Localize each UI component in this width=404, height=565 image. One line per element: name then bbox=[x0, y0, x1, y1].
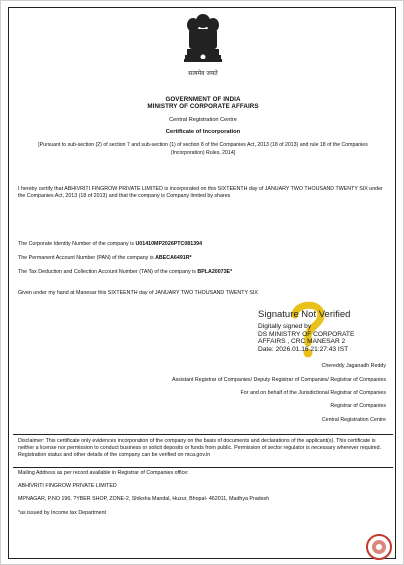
pan-line bbox=[18, 255, 390, 262]
header-ministry: MINISTRY OF CORPORATE AFFAIRS bbox=[147, 103, 259, 110]
tan-label: The Tax Deduction and Collection Account Number (TAN) of the company is bbox=[18, 269, 198, 275]
national-emblem-icon bbox=[178, 11, 228, 81]
header-centre: Central Registration Centre bbox=[169, 117, 237, 123]
seal-icon bbox=[365, 533, 393, 561]
certificate-title: Certificate of Incorporation bbox=[165, 129, 241, 135]
tan-line bbox=[18, 269, 390, 276]
sig-line-4: Date: 2026.01.16 21:27:43 IST bbox=[258, 345, 349, 353]
sig-line-3: AFFAIRS , CRC MANESAR 2 bbox=[258, 338, 346, 346]
sig-line-1: Digitally signed by bbox=[258, 323, 312, 330]
disclaimer: Disclaimer: This certificate only evidences incorporation of the company on the basis of documents and declarations of the applicant(s). This certificate is neither a license nor permission to conduct business or solicit deposits or funds from public. Permission of sector regulator is necessary wherever required. Registration status and other details of the company can be verified on mca.gov.in bbox=[18, 438, 382, 458]
digital-signature-details bbox=[258, 323, 388, 353]
signer-role: Assistant Registrar of Companies/ Deputy Registrar of Companies/ Registrar of Companies bbox=[171, 377, 386, 383]
cin-value: U01410MP2026PTC081394 bbox=[135, 241, 203, 247]
sig-line-2: DS MINISTRY OF CORPORATE bbox=[258, 330, 355, 338]
mailing-address: MPNAGAR, P.NO 196, ?YBER SHOP, ZONE-2, Shiksha Mandal, Huzur, Bhopal- 462011, Madhya Pradesh bbox=[18, 496, 270, 502]
header-government: GOVERNMENT OF INDIA bbox=[165, 96, 241, 103]
cin-line bbox=[18, 241, 390, 248]
pan-value: ABECA6491R* bbox=[155, 255, 192, 261]
mailing-label: Mailing Address as per record available in Registrar of Companies office: bbox=[18, 470, 189, 476]
signer-name: Chereddy Jaganadh Reddy bbox=[321, 363, 386, 369]
certify-statement: I hereby certify that ABHIVRITI FINGROW PRIVATE LIMITED is incorporated on this SIXTEENTH day of JANUARY TWO THOUSAND TWENTY SIX under the Companies Act, 2013 (18 of 2013) and that the company is Company limited by shares bbox=[18, 186, 383, 200]
given-statement: Given under my hand at Manesar this SIXTEENTH day of JANUARY TWO THOUSAND TWENTY SIX bbox=[18, 290, 258, 296]
signer-registrar: Registrar of Companies bbox=[330, 403, 386, 409]
signer-centre: Central Registration Centre bbox=[321, 417, 386, 423]
emblem-motto: सत्यमेव जयते bbox=[188, 70, 218, 77]
pursuant-clause: [Pursuant to sub-section (2) of section 7 and sub-section (1) of section 8 of the Companies Act, 2013 (18 of 2013) and rule 18 of the Companies (Incorporation) Rules, 2014] bbox=[38, 142, 368, 156]
mailing-company: ABHIVRITI FINGROW PRIVATE LIMITED bbox=[18, 483, 117, 489]
signer-behalf: For and on behalf of the Jurisdictional Registrar of Companies bbox=[240, 390, 386, 396]
signature-status: Signature Not Verified bbox=[258, 309, 351, 320]
cin-label: The Corporate Identity Number of the company is bbox=[18, 241, 136, 247]
tax-note: *as issued by Income tax Department bbox=[18, 510, 107, 516]
divider bbox=[13, 467, 393, 468]
tan-value: BPLA20073E* bbox=[197, 269, 233, 275]
divider bbox=[13, 434, 393, 435]
pan-label: The Permanent Account Number (PAN) of the company is bbox=[18, 255, 156, 261]
